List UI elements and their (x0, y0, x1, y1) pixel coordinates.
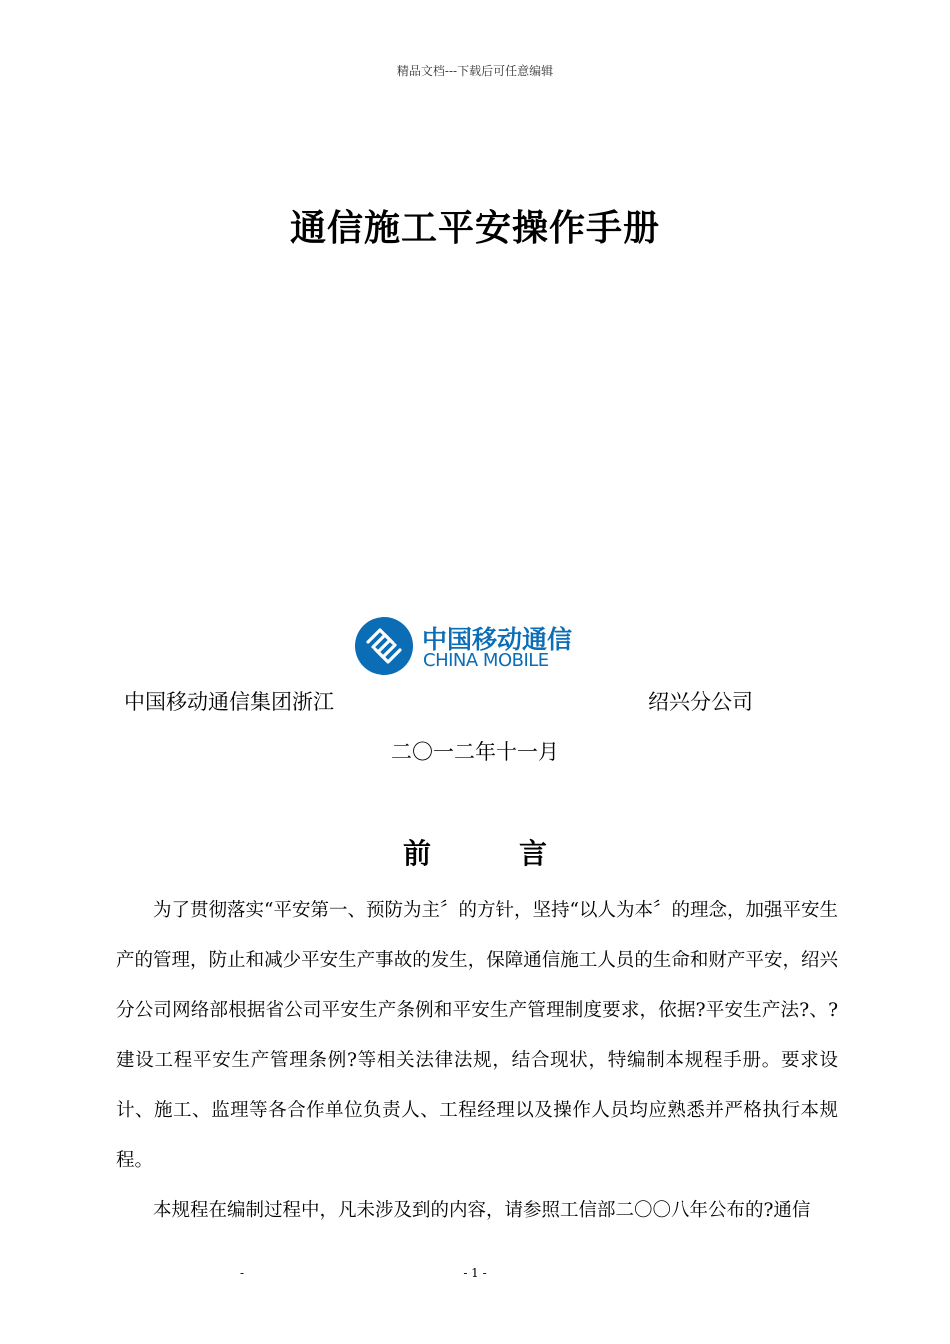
page-header: 精品文档---下载后可任意编辑 (396, 64, 554, 78)
section-heading-preface (0, 832, 950, 872)
logo-chinese-text: 中国移动通信 (422, 625, 573, 654)
organization-branch: 绍兴分公司 (648, 690, 753, 714)
logo-english-text: CHINA MOBILE (423, 650, 549, 671)
heading-char-2: 言 (519, 837, 548, 870)
document-title: 通信施工平安操作手册 (289, 208, 660, 249)
china-mobile-logo-icon (354, 616, 414, 676)
china-mobile-logo (354, 614, 594, 678)
document-date: 二〇一二年十一月 (391, 740, 559, 764)
organization-name: 中国移动通信集团浙江 (124, 690, 334, 714)
paragraph: 本规程在编制过程中，凡未涉及到的内容，请参照工信部二〇〇八年公布的?通信 (153, 1200, 811, 1221)
preface-body (116, 886, 838, 1236)
footer-dash: - (240, 1266, 245, 1280)
heading-char-1: 前 (402, 837, 431, 870)
page-number: - 1 - (463, 1266, 487, 1280)
paragraph: 为了贯彻落实“平安第一、预防为主〞的方针，坚持“以人为本〞的理念，加强平安生产的管理，防止和减少平安生产事故的发生，保障通信施工人员的生命和财产平安，绍兴分公司网络部根据省公司平安生产条例和平安生产管理制度要求，依据?平安生产法?、?建设工程平安生产管理条例?等相关法律法规，结合现状，特编制本规程手册。要求设计、施工、监理等各合作单位负责人、工程经理以及操作人员均应熟悉并严格执行本规程。 (116, 900, 838, 1171)
